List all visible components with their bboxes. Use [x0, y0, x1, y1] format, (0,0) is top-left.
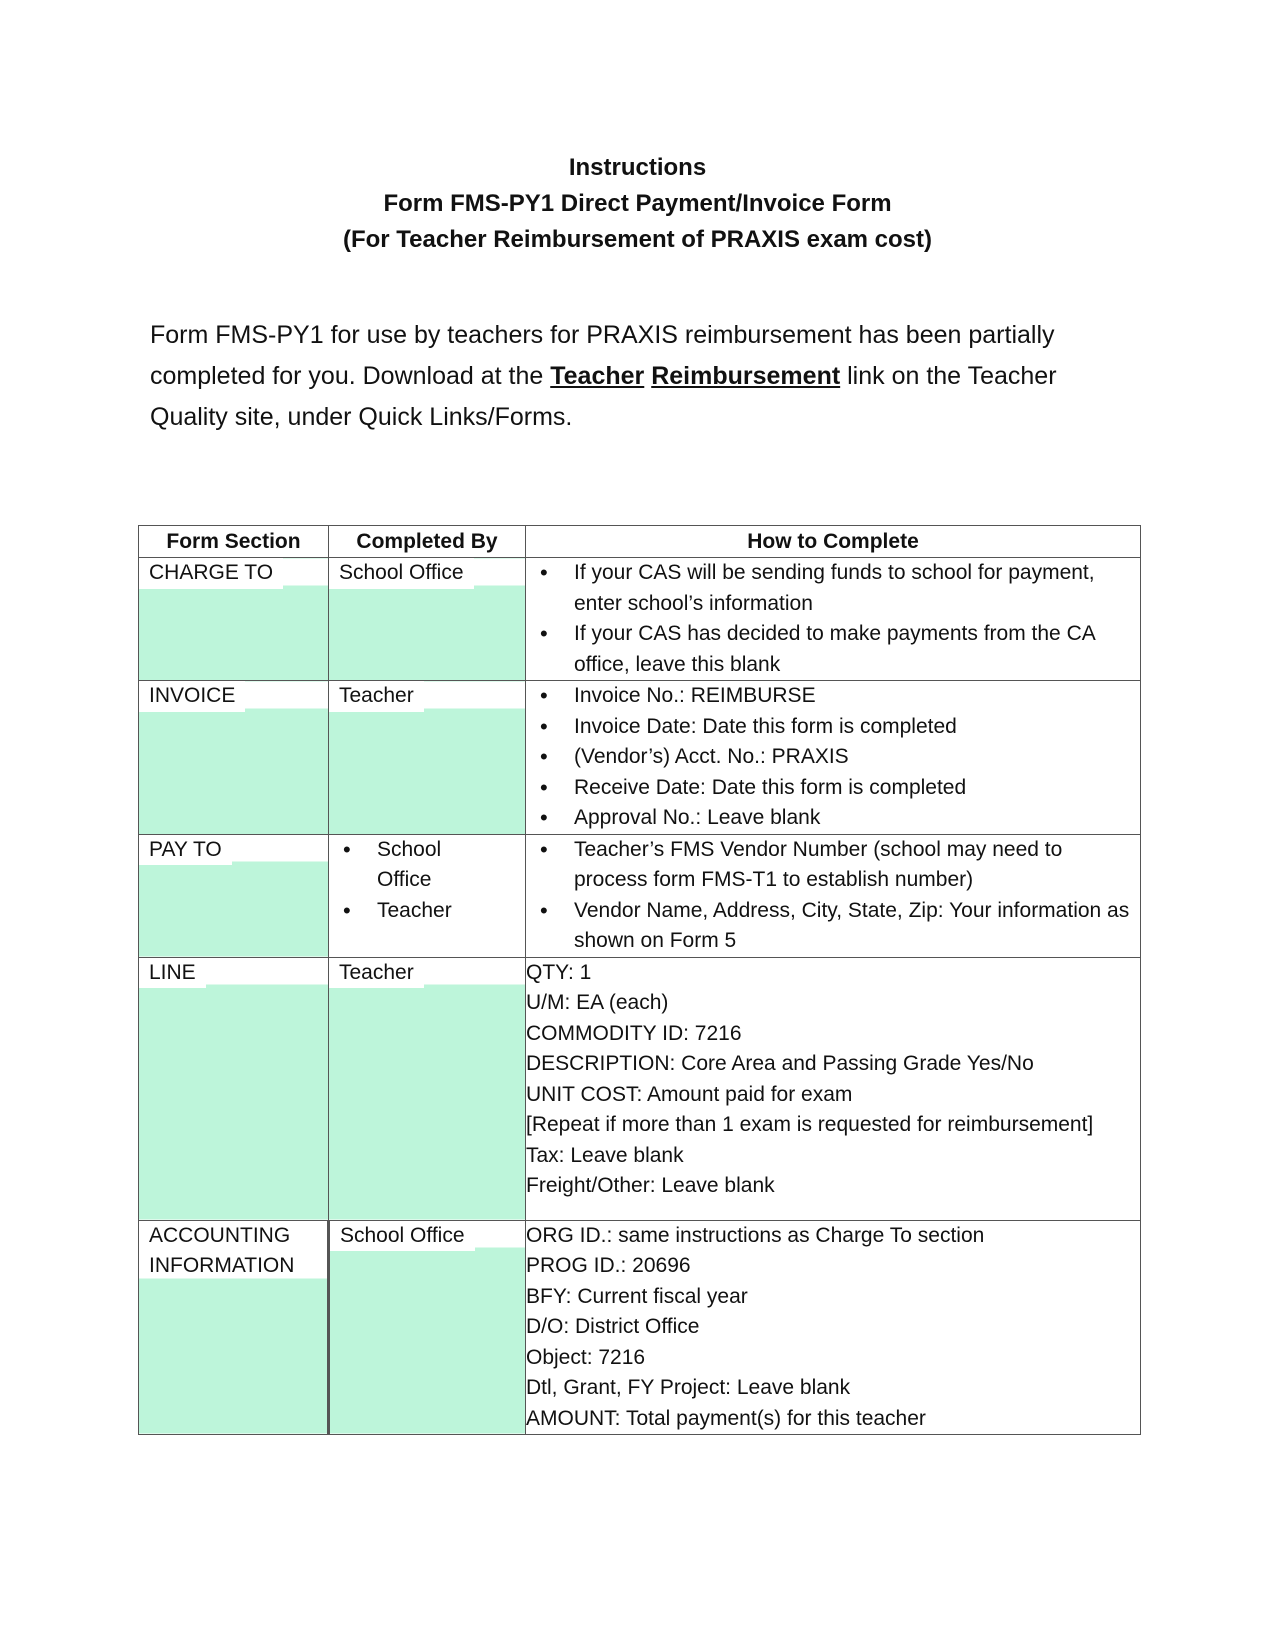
- how-to-list: [526, 681, 1140, 834]
- how-to-list: [526, 558, 1140, 680]
- list-item: Tax: Leave blank: [526, 1143, 684, 1167]
- completed-by-label: School Office: [330, 1221, 475, 1252]
- list-item: • Invoice Date: Date this form is completed: [574, 712, 1140, 743]
- list-item: Object: 7216: [526, 1345, 646, 1369]
- list-item: Dtl, Grant, FY Project: Leave blank: [526, 1376, 851, 1399]
- list-item: • Teacher’s FMS Vendor Number (school may need to process form FMS-T1 to establish number): [574, 835, 1140, 896]
- how-to-lines: [526, 1221, 1140, 1435]
- list-item: • School Office: [377, 835, 497, 896]
- list-item: UNIT COST: Amount paid for exam: [526, 1082, 853, 1106]
- list-item: DESCRIPTION: Core Area and Passing Grade Yes/No: [526, 1052, 1034, 1075]
- header-how-to-complete: How to Complete: [526, 526, 1141, 558]
- list-item: AMOUNT: Total payment(s) for this teacher: [526, 1406, 926, 1430]
- list-item: • Vendor Name, Address, City, State, Zip: Your information as shown on Form 5: [574, 896, 1140, 957]
- intro-text-before: Form FMS-PY1 for use by teachers for PRAXIS reimbursement has been partially completed for you. Download at the: [150, 321, 1055, 390]
- list-item: • If your CAS has decided to make payments from the CA office, leave this blank: [574, 619, 1140, 680]
- list-item: • Invoice No.: REIMBURSE: [574, 681, 1140, 712]
- how-to-lines: [526, 958, 1140, 1202]
- list-item: • If your CAS will be sending funds to school for payment, enter school’s information: [574, 558, 1140, 619]
- section-label: PAY TO: [139, 835, 232, 866]
- list-item: • Teacher: [377, 896, 497, 927]
- teacher-link[interactable]: Teacher: [550, 362, 645, 390]
- completed-by-cell: [329, 1220, 526, 1435]
- list-item: PROG ID.: 20696: [526, 1254, 691, 1277]
- section-label-line-2: INFORMATION: [149, 1254, 295, 1277]
- intro-text-after: link on the Teacher Quality site, under Quick Links/Forms.: [150, 362, 1057, 431]
- section-label-line-1: ACCOUNTING: [149, 1223, 291, 1247]
- list-item: • (Vendor’s) Acct. No.: PRAXIS: [574, 742, 1140, 773]
- list-item: Freight/Other: Leave blank: [526, 1174, 775, 1197]
- title-line-2: Form FMS-PY1 Direct Payment/Invoice Form: [383, 190, 892, 217]
- list-item: QTY: 1: [526, 960, 592, 984]
- table-row: [139, 1220, 1141, 1435]
- completed-by-label: School Office: [329, 558, 474, 589]
- list-item: U/M: EA (each): [526, 991, 669, 1014]
- list-item: COMMODITY ID: 7216: [526, 1021, 742, 1045]
- list-item: [Repeat if more than 1 exam is requested for reimbursement]: [526, 1113, 1094, 1136]
- table-row: [139, 834, 1141, 957]
- table-row: [139, 558, 1141, 681]
- how-to-cell: [526, 834, 1141, 957]
- completed-by-cell: [329, 834, 526, 957]
- header-completed-by: Completed By: [329, 526, 526, 558]
- completed-by-label: Teacher: [329, 681, 424, 712]
- how-to-cell: [526, 957, 1141, 1220]
- section-label: LINE: [139, 958, 206, 989]
- list-item: BFY: Current fiscal year: [526, 1284, 748, 1308]
- list-item: • Receive Date: Date this form is completed: [574, 773, 1140, 804]
- section-cell: [139, 957, 329, 1220]
- list-item: ORG ID.: same instructions as Charge To section: [526, 1223, 985, 1247]
- completed-by-label: Teacher: [329, 958, 424, 989]
- completed-by-cell: [329, 558, 526, 681]
- list-item: • Approval No.: Leave blank: [574, 803, 1140, 834]
- section-cell: [139, 681, 329, 835]
- section-cell: [139, 834, 329, 957]
- completed-by-cell: [329, 957, 526, 1220]
- how-to-cell: [526, 681, 1141, 835]
- section-label: CHARGE TO: [139, 558, 283, 589]
- section-label: INVOICE: [139, 681, 245, 712]
- completed-by-cell: [329, 681, 526, 835]
- title-line-1: Instructions: [568, 154, 707, 181]
- how-to-list: [526, 835, 1140, 957]
- reimbursement-link[interactable]: Reimbursement: [651, 362, 841, 390]
- table-header-row: [139, 526, 1141, 558]
- header-form-section: Form Section: [139, 526, 329, 558]
- how-to-cell: [526, 558, 1141, 681]
- instructions-table: [138, 525, 1141, 1435]
- completed-by-list: [329, 835, 497, 927]
- document-title: [0, 150, 1275, 258]
- section-cell: [139, 558, 329, 681]
- section-cell: [139, 1220, 329, 1435]
- title-line-3: (For Teacher Reimbursement of PRAXIS exam cost): [342, 226, 933, 253]
- how-to-cell: [526, 1220, 1141, 1435]
- intro-paragraph: [150, 315, 1140, 438]
- list-item: D/O: District Office: [526, 1315, 700, 1338]
- table-row: [139, 681, 1141, 835]
- table-row: [139, 957, 1141, 1220]
